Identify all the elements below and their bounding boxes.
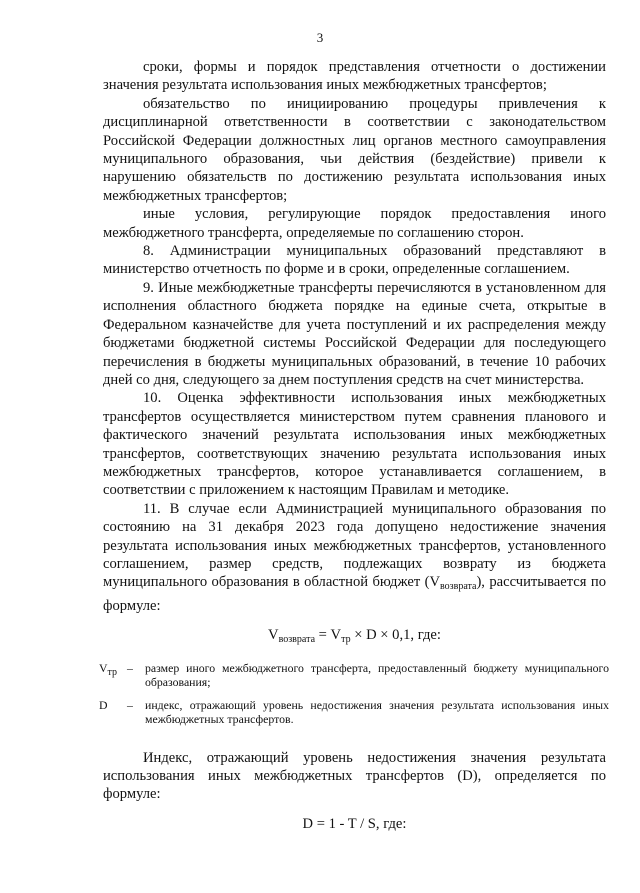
paragraph-11-subscript: возврата: [440, 581, 477, 593]
formula-definitions: [99, 661, 609, 726]
page-number: 3: [316, 30, 324, 45]
definition-symbol: $V_{тр}$: [99, 660, 118, 678]
paragraph-reporting-terms: сроки, формы и порядок представления отчетности о достижении значения результата использования иных межбюджетных трансфертов;: [103, 59, 606, 94]
paragraph-disciplinary-obligation: обязательство по инициированию процедуры привлечения к дисциплинарной ответственности в соответствии с законодательством Российской Федерации должностных лиц органов местного самоуправления муниципального образования, чьи действия (бездействие) привели к нарушению обязательств по достижению результата использования иных межбюджетных трансфертов;: [103, 95, 606, 204]
paragraph-index-d: Индекс, отражающий уровень недостижения значения результата использования иных межбюджетных трансфертов (D), определяется по формуле:: [103, 749, 606, 803]
definition-symbol: D: [99, 697, 108, 712]
paragraph-9: 9. Иные межбюджетные трансферты перечисляются в установленном для исполнения областного бюджета порядке на единые счета, открытые в Федеральном казначействе для учета поступлений и их распределения между бюджетами бюджетной системы Российской Федерации для последующего перечисления в бюджеты муниципальных образований, в течение 10 рабочих дней со дня, следующего за днем поступления средств на счет министерства.: [103, 279, 606, 388]
definition-text: размер иного межбюджетного трансферта, предоставленный бюджету муниципального образования;: [145, 660, 609, 689]
paragraph-11-tail: ), рассчитывается по формуле:: [103, 574, 606, 614]
document-body: [99, 58, 609, 844]
definition-text: индекс, отражающий уровень недостижения значения результата использования иных межбюджетных трансфертов.: [145, 697, 609, 726]
formula-index-d: D = 1 - T / S, где:: [302, 815, 407, 832]
definition-dash: –: [127, 697, 133, 712]
paragraph-11: [103, 500, 606, 615]
definition-vtr: [99, 661, 609, 689]
definition-d: [99, 698, 609, 726]
formula-refund: $V_{возврата} = V_{тр} \times D \times 0,1$, где:: [268, 627, 441, 646]
paragraph-other-conditions: иные условия, регулирующие порядок предоставления иного межбюджетного трансферта, определяемые по соглашению сторон.: [103, 206, 606, 241]
paragraph-11-text: 11. В случае если Администрацией муниципального образования по состоянию на 31 декабря 2023 года допущено недостижение значения результата использования иных межбюджетных трансфертов, установленного соглашением, размер средств, подлежащих возврату из бюджета муниципального образования в областной бюджет (V: [103, 500, 606, 591]
paragraph-10: 10. Оценка эффективности использования иных межбюджетных трансфертов осуществляется министерством путем сравнения планового и фактического значений результата использования иных межбюджетных трансфертов, соответствующих значению результата использования иных межбюджетных трансфертов, которое устанавливается соглашением, в соответствии с приложением к настоящим Правилам и методике.: [103, 390, 606, 499]
definition-dash: –: [127, 660, 133, 675]
paragraph-8: 8. Администрации муниципальных образований представляют в министерство отчетность по форме и в сроки, определенные соглашением.: [103, 243, 606, 278]
